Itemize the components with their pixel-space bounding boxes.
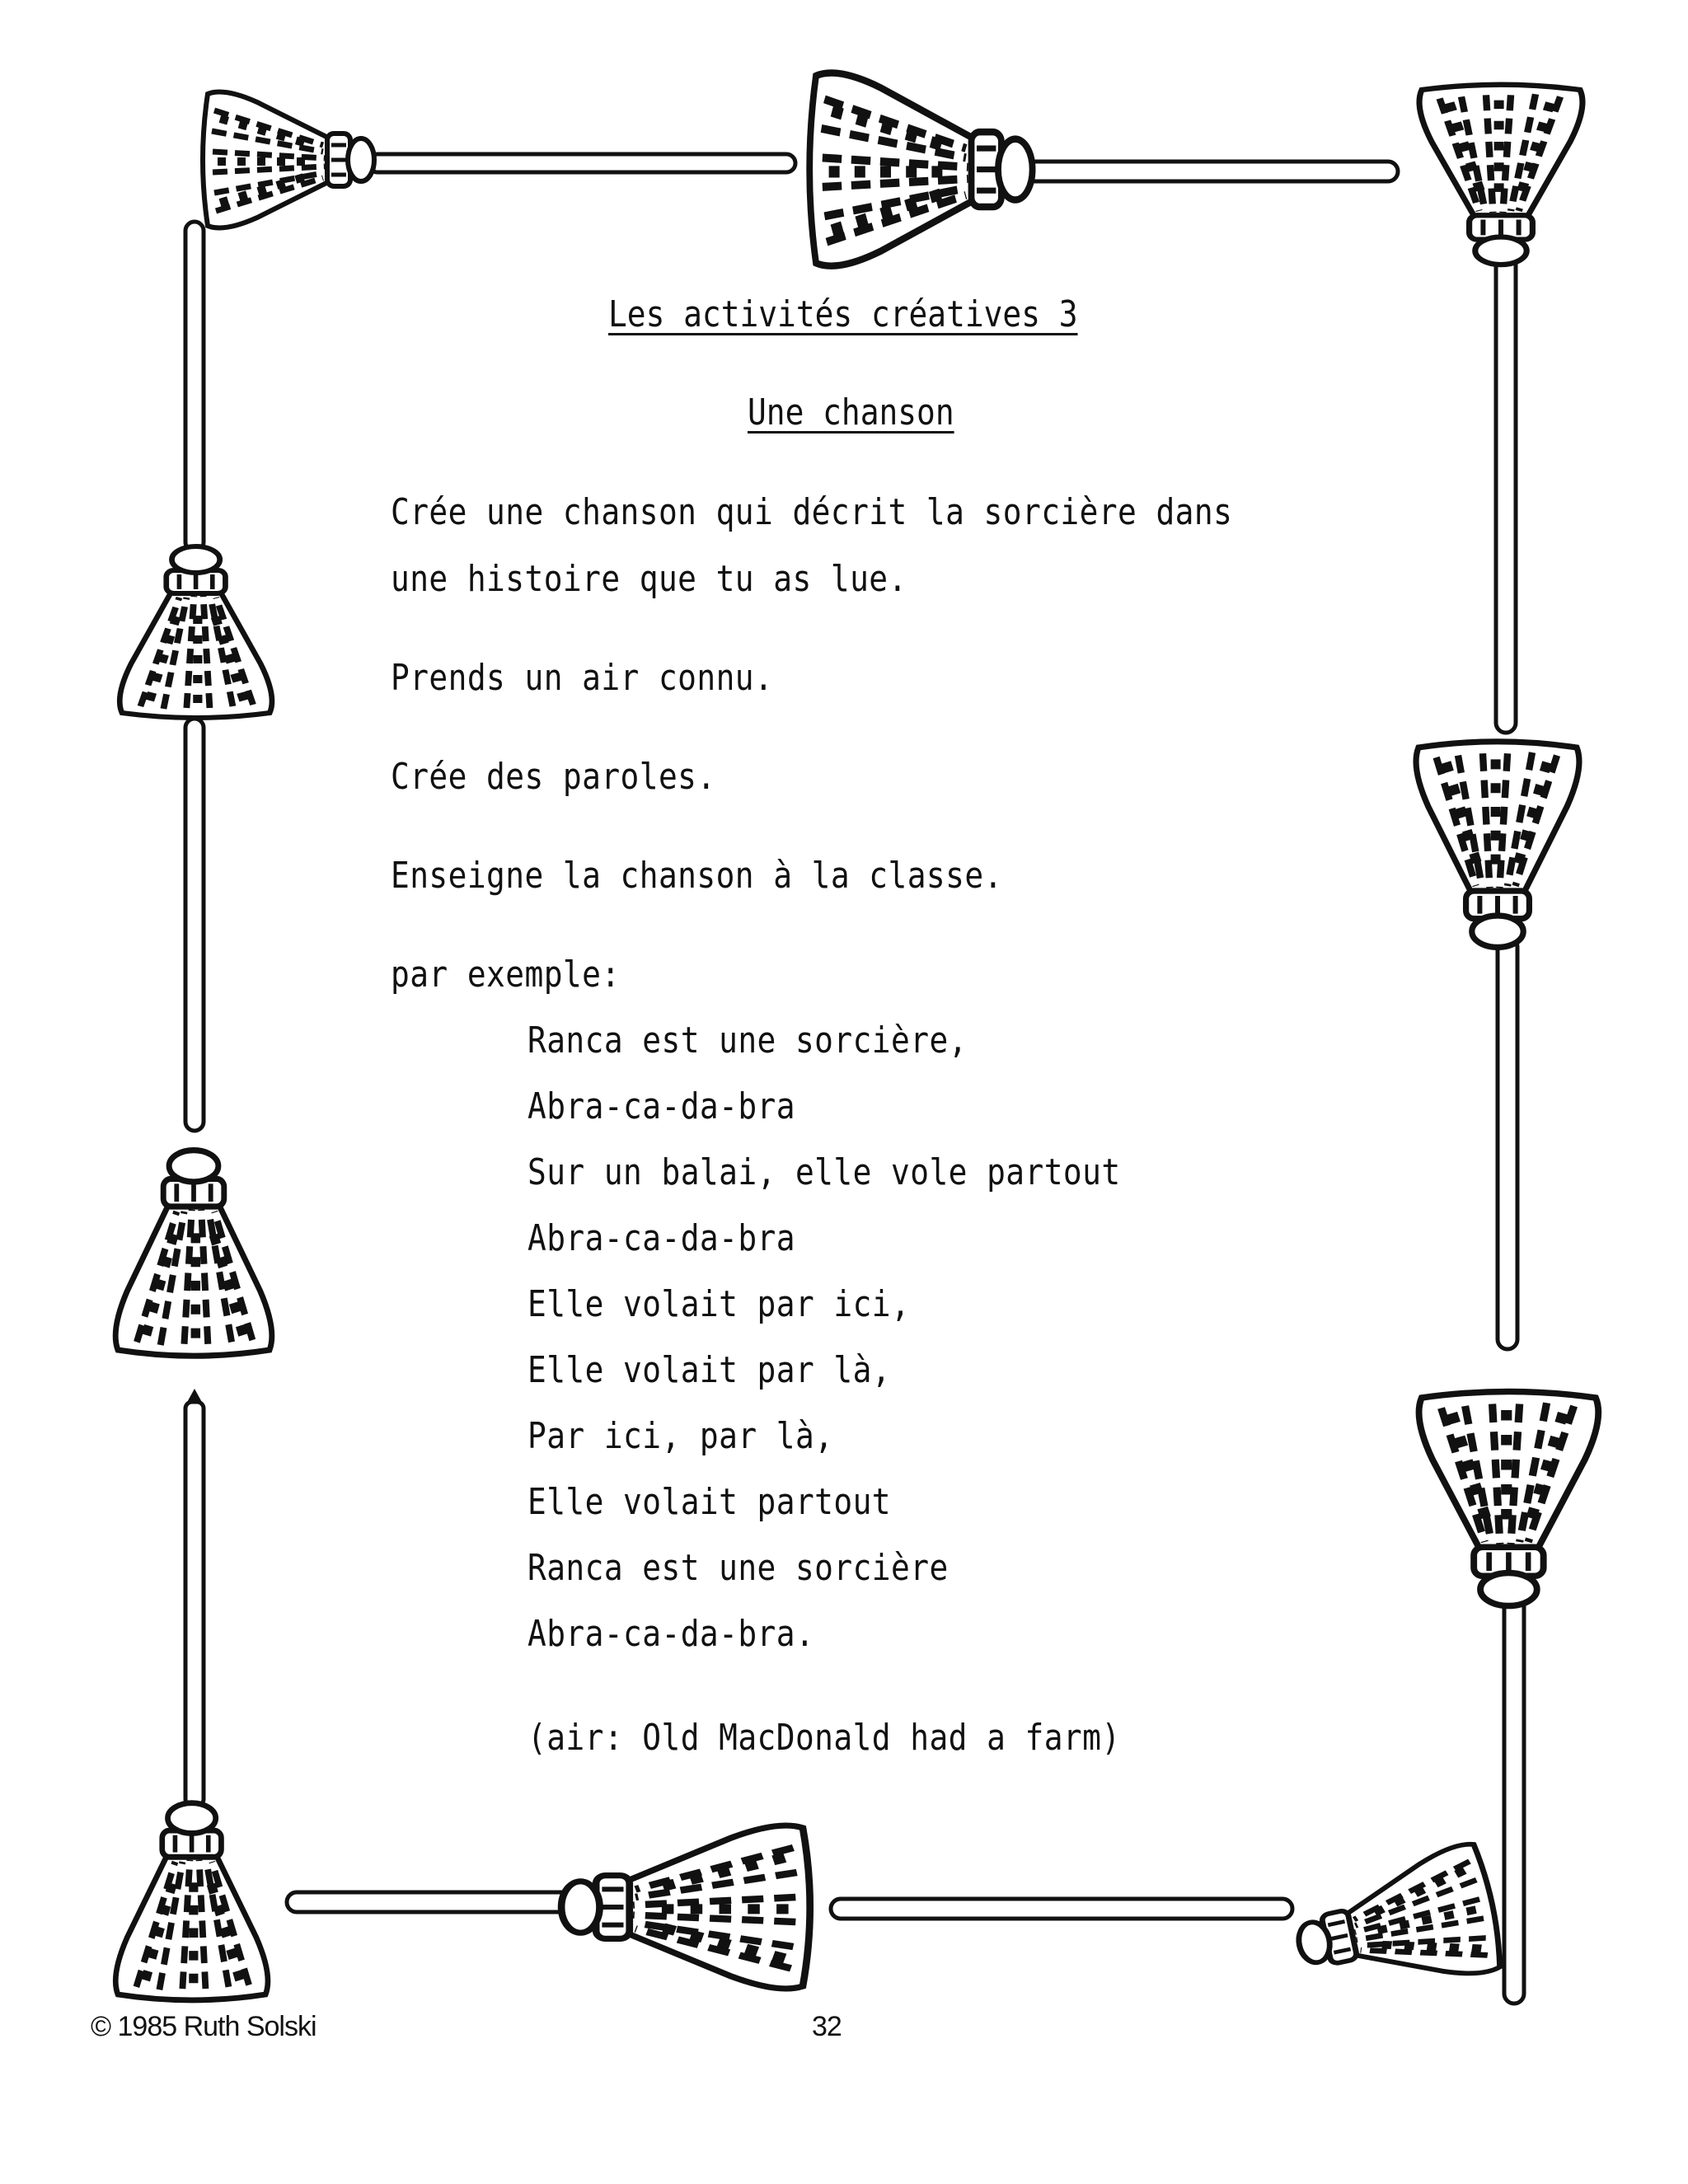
broom-icon — [118, 715, 274, 1354]
broom-icon — [118, 218, 274, 717]
broom-icon — [1418, 90, 1583, 741]
song-line: Abra-ca-da-bra — [528, 1217, 795, 1259]
instruction-line: Prends un air connu. — [391, 657, 774, 699]
broom-icon — [828, 1844, 1479, 1985]
example-label: par exemple: — [391, 954, 621, 996]
instruction-line: Enseigne la chanson à la classe. — [391, 855, 1003, 897]
song-line: Elle volait par là, — [528, 1349, 892, 1391]
broom-icon — [1412, 748, 1581, 1357]
instruction-line: une histoire que tu as lue. — [391, 558, 907, 600]
song-line: Ranca est une sorcière, — [528, 1019, 968, 1062]
song-line: Ranca est une sorcière — [528, 1547, 949, 1589]
song-line: Elle volait partout — [528, 1481, 892, 1523]
page-number: 32 — [812, 2011, 842, 2042]
song-line: Sur un balai, elle vole partout — [528, 1151, 1121, 1193]
page-subtitle: Une chanson — [748, 391, 954, 434]
instruction-line: Crée une chanson qui décrit la sorcière dans — [391, 491, 1233, 533]
tune-note: (air: Old MacDonald had a farm) — [528, 1717, 1121, 1759]
instruction-line: Crée des paroles. — [391, 756, 716, 798]
broom-icon — [284, 1811, 811, 1985]
song-line: Elle volait par ici, — [528, 1283, 911, 1325]
broom-icon — [816, 76, 1403, 265]
song-line: Abra-ca-da-bra. — [528, 1613, 815, 1655]
page-title: Les activités créatives 3 — [608, 293, 1078, 335]
broom-icon — [208, 90, 801, 230]
song-line: Abra-ca-da-bra — [528, 1085, 795, 1127]
song-line: Par ici, par là, — [528, 1415, 834, 1457]
copyright: © 1985 Ruth Solski — [91, 2011, 316, 2042]
broom-icon — [118, 1389, 274, 1999]
